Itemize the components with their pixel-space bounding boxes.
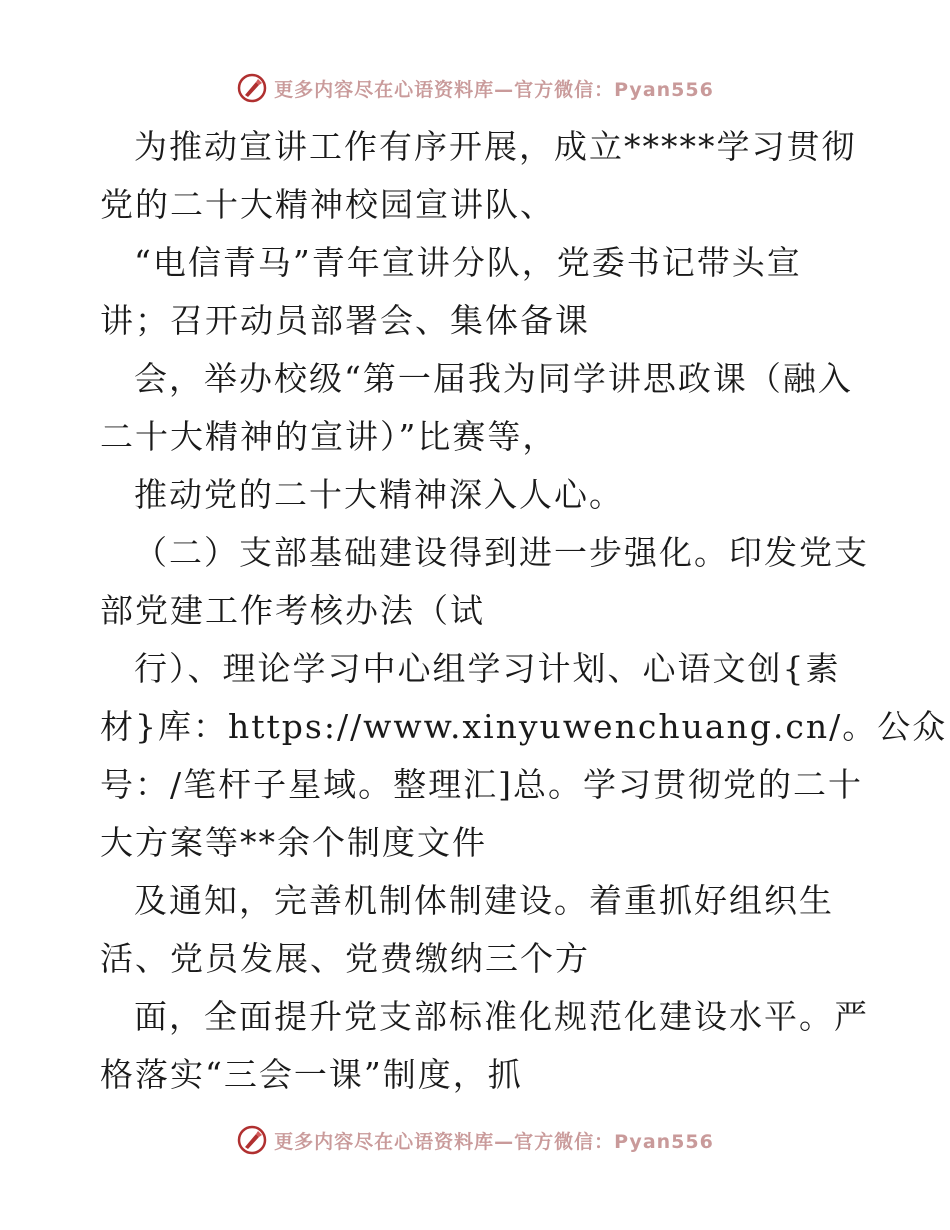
- document-body: [100, 118, 948, 1104]
- text-line: 活、党员发展、党费缴纳三个方: [100, 939, 590, 978]
- watermark-text: 更多内容尽在心语资料库—官方微信：Pyan556: [274, 78, 714, 101]
- text-line: 推动党的二十大精神深入人心。: [134, 475, 624, 514]
- watermark-text: 更多内容尽在心语资料库—官方微信：Pyan556: [274, 1130, 714, 1153]
- header-watermark: [0, 72, 950, 104]
- text-line: 二十大精神的宣讲）”比赛等，: [100, 417, 558, 456]
- text-line: 部党建工作考核办法（试: [100, 591, 485, 630]
- footer-watermark: [0, 1124, 950, 1156]
- text-line: （二）支部基础建设得到进一步强化。印发党支: [134, 533, 869, 572]
- pen-logo-icon: [236, 1124, 268, 1156]
- text-line: 行）、理论学习中心组学习计划、心语文创{素: [134, 649, 841, 688]
- text-line: 及通知，完善机制体制建设。着重抓好组织生: [134, 881, 834, 920]
- text-line: 面，全面提升党支部标准化规范化建设水平。严: [134, 997, 869, 1036]
- text-line: 党的二十大精神校园宣讲队、: [100, 185, 555, 224]
- text-line: 格落实“三会一课”制度，抓: [100, 1055, 523, 1094]
- text-line: 会，举办校级“第一届我为同学讲思政课（融入: [134, 359, 853, 398]
- text-line: 为推动宣讲工作有序开展，成立*****学习贯彻: [134, 127, 857, 166]
- pen-logo-icon: [236, 72, 268, 104]
- text-line: “电信青马”青年宣讲分队，党委书记带头宣: [134, 243, 802, 282]
- text-line: 材}库：https://www.xinyuwenchuang.cn/。公众: [100, 707, 948, 746]
- text-line: 讲；召开动员部署会、集体备课: [100, 301, 590, 340]
- text-line: 号：/笔杆子星域。整理汇]总。学习贯彻党的二十: [100, 765, 863, 804]
- text-line: 大方案等**余个制度文件: [100, 823, 487, 862]
